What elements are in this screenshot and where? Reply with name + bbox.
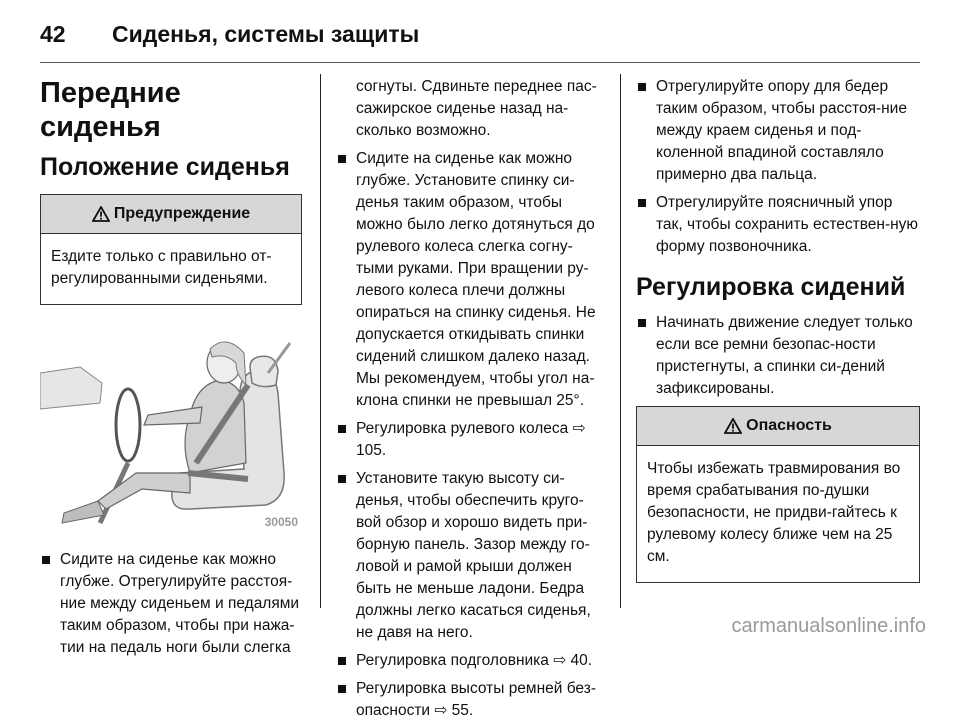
list-item-text: Сидите на сиденье как можно глубже. Отрегулируйте расстоя-ние между сиденьем и педалями таким образом, чтобы при нажа-тии на педаль ноги были слегка <box>60 551 300 656</box>
list-item <box>636 192 920 258</box>
continued-text: согнуты. Сдвиньте переднее пас-сажирское сиденье назад на-сколько возможно. <box>356 78 597 139</box>
list-item <box>336 148 608 412</box>
warning-triangle-icon <box>92 206 110 222</box>
square-bullet-icon <box>338 475 346 483</box>
column-divider <box>320 74 321 608</box>
seat-position-list-end <box>636 76 920 258</box>
warning-box <box>40 194 302 305</box>
square-bullet-icon <box>42 556 50 564</box>
column-divider <box>620 74 621 608</box>
list-item <box>336 650 608 672</box>
square-bullet-icon <box>338 155 346 163</box>
page-header <box>40 16 419 52</box>
warning-box-header <box>41 195 301 234</box>
column-3 <box>636 76 920 593</box>
danger-text: Чтобы избежать травмирования во время срабатывания по-душки безопасности, не придви-гайтесь к рулевому колесу ближе чем на 25 см. <box>647 460 901 565</box>
heading-seat-adjustment: Регулировка сидений <box>636 273 906 301</box>
list-item <box>336 468 608 644</box>
list-item-text: Начинать движение следует только если все ремни безопас-ности пристегнуты, а спинки си-дений зафиксированы. <box>656 314 913 397</box>
list-item-text: Отрегулируйте поясничный упор так, чтобы сохранить естествен-ную форму позвоночника. <box>656 194 919 255</box>
watermark: carmanualsonline.info <box>731 615 926 637</box>
list-item-text: Регулировка подголовника ⇨ 40. <box>356 652 593 669</box>
list-item <box>636 76 920 186</box>
square-bullet-icon <box>338 425 346 433</box>
list-item <box>40 549 302 659</box>
list-item-text: Отрегулируйте опору для бедер таким образом, чтобы расстоя-ние между краем сиденья и под-коленной впадиной составляло примерно два пальца. <box>656 78 907 183</box>
seat-position-illustration <box>40 323 302 533</box>
square-bullet-icon <box>638 199 646 207</box>
danger-box <box>636 406 920 583</box>
list-item-text: Регулировка рулевого колеса ⇨ 105. <box>356 420 586 459</box>
subheading-seat-position: Положение сиденья <box>40 153 290 181</box>
list-item <box>636 312 920 400</box>
square-bullet-icon <box>638 83 646 91</box>
list-item <box>336 418 608 462</box>
column-1 <box>40 76 302 665</box>
seat-position-list-continued <box>336 148 608 722</box>
heading-front-seats: Передние сиденья <box>40 77 181 143</box>
list-item-text: Установите такую высоту си-денья, чтобы обеспечить круго-вой обзор и хорошо видеть при-борную панель. Зазор между го-ловой и рамой крыши должен быть не меньше ладони. Бедра должны легко касаться сиденья, не давя на него. <box>356 470 591 641</box>
section-title: Сиденья, системы защиты <box>112 20 420 47</box>
list-item <box>336 678 608 722</box>
square-bullet-icon <box>638 319 646 327</box>
header-rule <box>40 62 920 63</box>
warning-text: Ездите только с правильно от-регулированными сиденьями. <box>51 248 272 287</box>
warning-triangle-icon <box>724 418 742 434</box>
danger-title: Опасность <box>746 417 832 434</box>
list-item-text: Сидите на сиденье как можно глубже. Установите спинку си-денья таким образом, чтобы можно было легко дотянуться до рулевого колеса слегка согну-тыми руками. При вращении ру-левого колеса плечи должны опираться на спинку сиденья. Не допускается откидывать спинки сидений слишком далеко назад. Мы рекомендуем, чтобы угол на-клона спинки не превышал 25°. <box>356 150 596 409</box>
warning-title: Предупреждение <box>113 205 251 222</box>
seat-position-list <box>40 549 302 659</box>
figure-number: 30050 <box>264 515 298 529</box>
driver-seat-drawing <box>40 323 302 533</box>
danger-box-header <box>637 407 919 446</box>
list-item-text: Регулировка высоты ремней без-опасности ⇨ 55. <box>356 680 596 719</box>
square-bullet-icon <box>338 657 346 665</box>
square-bullet-icon <box>338 685 346 693</box>
seat-adjustment-list <box>636 312 920 400</box>
column-2 <box>336 76 608 728</box>
page-number: 42 <box>40 20 66 47</box>
